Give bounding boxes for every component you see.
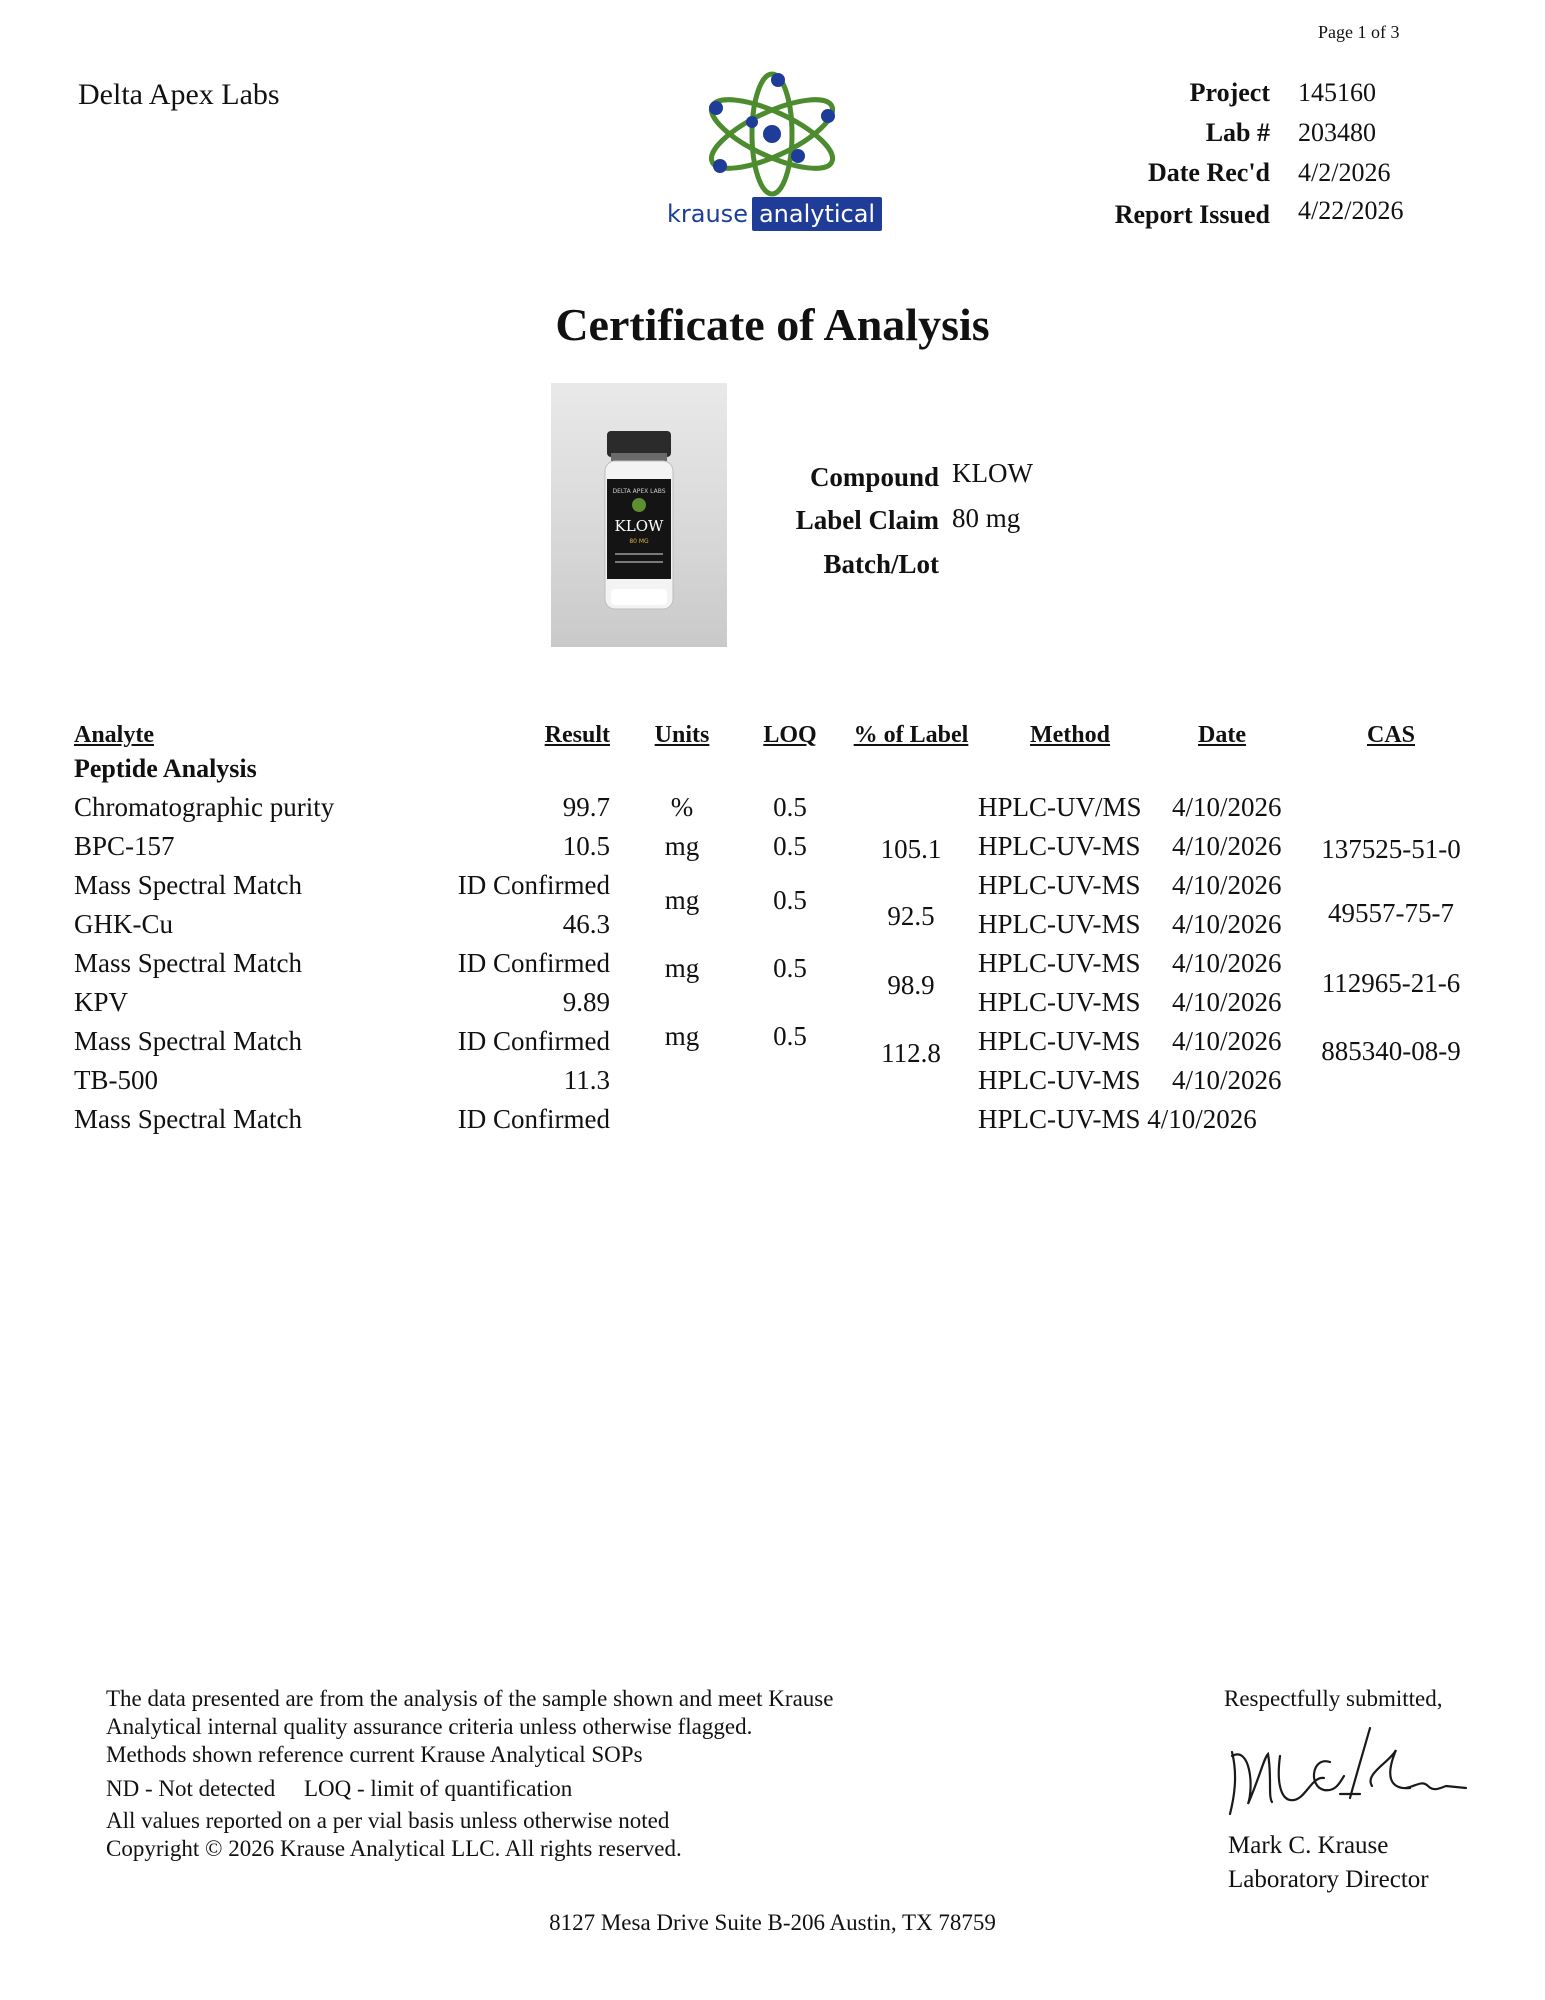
pct-label-cell: 92.5 xyxy=(887,901,935,931)
loq-cell: 0.5 xyxy=(773,953,807,983)
section-title: Peptide Analysis xyxy=(74,754,257,783)
row-analyte: Mass Spectral Match xyxy=(74,948,302,978)
row-result: ID Confirmed xyxy=(457,1104,610,1134)
logo-brand-box: analytical xyxy=(752,197,882,231)
krause-analytical-logo xyxy=(660,68,892,238)
row-analyte: KPV xyxy=(74,987,129,1017)
vial-name-text: KLOW xyxy=(614,517,664,535)
units-cell: mg xyxy=(664,885,700,915)
lab-number-value: 203480 xyxy=(1298,118,1376,147)
header-result: Result xyxy=(544,722,610,748)
row-method: HPLC-UV-MS xyxy=(978,1026,1141,1056)
pct-label-cell: 98.9 xyxy=(887,970,935,1000)
row-analyte: Mass Spectral Match xyxy=(74,870,302,900)
cas-cell: 137525-51-0 xyxy=(1321,834,1461,864)
pct-label-cell: 112.8 xyxy=(881,1038,941,1068)
units-cell: mg xyxy=(664,831,700,861)
cas-cell: 49557-75-7 xyxy=(1328,898,1454,928)
units-cell: % xyxy=(670,792,694,822)
row-result: 9.89 xyxy=(562,987,610,1017)
signer-title: Laboratory Director xyxy=(1228,1866,1429,1893)
row-method: HPLC-UV-MS 4/10/2026 xyxy=(978,1104,1257,1134)
date-received-label: Date Rec'd xyxy=(1147,158,1270,187)
row-analyte: GHK-Cu xyxy=(74,909,173,939)
atom-icon xyxy=(660,68,892,198)
header-analyte: Analyte xyxy=(74,722,154,748)
row-result: ID Confirmed xyxy=(457,870,610,900)
header-date: Date xyxy=(1198,722,1246,748)
row-date: 4/10/2026 xyxy=(1172,792,1282,822)
header-pct-label: % of Label xyxy=(853,722,969,748)
vial-dose-text: 80 MG xyxy=(629,538,649,545)
loq-cell: 0.5 xyxy=(773,831,807,861)
row-method: HPLC-UV-MS xyxy=(978,1065,1141,1095)
report-issued-value: 4/22/2026 xyxy=(1298,196,1404,225)
cas-cell: 112965-21-6 xyxy=(1321,968,1461,998)
row-result: 46.3 xyxy=(562,909,610,939)
loq-cell: 0.5 xyxy=(773,792,807,822)
loq-cell: 0.5 xyxy=(773,1021,807,1051)
batch-lot-label: Batch/Lot xyxy=(823,549,939,579)
header-cas: CAS xyxy=(1366,722,1415,748)
row-date: 4/10/2026 xyxy=(1172,831,1282,861)
copyright: Copyright © 2026 Krause Analytical LLC. All rights reserved. xyxy=(106,1836,682,1861)
row-result: ID Confirmed xyxy=(457,948,610,978)
row-date: 4/10/2026 xyxy=(1172,1026,1282,1056)
row-method: HPLC-UV-MS xyxy=(978,948,1141,978)
row-analyte: Chromatographic purity xyxy=(74,792,335,822)
pct-label-cell: 105.1 xyxy=(880,834,942,864)
row-date: 4/10/2026 xyxy=(1172,1065,1282,1095)
compound-value: KLOW xyxy=(952,458,1033,488)
vial-brand-text: DELTA APEX LABS xyxy=(612,488,666,495)
submitted-text: Respectfully submitted, xyxy=(1224,1686,1443,1711)
lab-address: 8127 Mesa Drive Suite B-206 Austin, TX 78759 xyxy=(549,1910,996,1935)
row-analyte: Mass Spectral Match xyxy=(74,1026,302,1056)
lab-number-label: Lab # xyxy=(1205,118,1270,147)
row-date: 4/10/2026 xyxy=(1172,909,1282,939)
row-method: HPLC-UV-MS xyxy=(978,831,1141,861)
footer-note: The data presented are from the analysis of the sample shown and meet Krause xyxy=(106,1686,834,1711)
row-result: 10.5 xyxy=(562,831,610,861)
header-method: Method xyxy=(1030,722,1110,748)
footer-note: Analytical internal quality assurance criteria unless otherwise flagged. xyxy=(106,1714,753,1739)
row-method: HPLC-UV-MS xyxy=(978,987,1141,1017)
row-analyte: BPC-157 xyxy=(74,831,175,861)
row-date: 4/10/2026 xyxy=(1172,987,1282,1017)
row-method: HPLC-UV-MS xyxy=(978,909,1141,939)
page-title: Certificate of Analysis xyxy=(555,299,990,350)
footer-note: ND - Not detected LOQ - limit of quantification xyxy=(106,1776,573,1801)
row-analyte: Mass Spectral Match xyxy=(74,1104,302,1134)
row-result: ID Confirmed xyxy=(457,1026,610,1056)
logo-wordmark xyxy=(667,197,882,231)
row-method: HPLC-UV-MS xyxy=(978,870,1141,900)
compound-label: Compound xyxy=(809,462,939,492)
loq-cell: 0.5 xyxy=(773,885,807,915)
row-method: HPLC-UV/MS xyxy=(978,792,1142,822)
header-loq: LOQ xyxy=(763,722,817,748)
project-value: 145160 xyxy=(1298,78,1376,107)
signature-image xyxy=(1220,1716,1470,1826)
header-units: Units xyxy=(654,722,710,748)
row-result: 11.3 xyxy=(563,1065,610,1095)
label-claim-value: 80 mg xyxy=(952,503,1021,533)
row-analyte: TB-500 xyxy=(74,1065,158,1095)
units-cell: mg xyxy=(664,1021,700,1051)
signer-name: Mark C. Krause xyxy=(1228,1832,1389,1859)
row-result: 99.7 xyxy=(562,792,610,822)
report-issued-label: Report Issued xyxy=(1114,200,1270,229)
row-date: 4/10/2026 xyxy=(1172,948,1282,978)
project-label: Project xyxy=(1189,78,1270,107)
footer-note: All values reported on a per vial basis unless otherwise noted xyxy=(106,1808,670,1833)
footer-note: Methods shown reference current Krause Analytical SOPs xyxy=(106,1742,643,1767)
logo-brand-text: krause xyxy=(667,200,748,228)
page-number: Page 1 of 3 xyxy=(1318,22,1400,42)
row-date: 4/10/2026 xyxy=(1172,870,1282,900)
date-received-value: 4/2/2026 xyxy=(1298,158,1391,187)
label-claim-label: Label Claim xyxy=(795,505,939,535)
cas-cell: 885340-08-9 xyxy=(1321,1036,1461,1066)
units-cell: mg xyxy=(664,953,700,983)
client-name: Delta Apex Labs xyxy=(78,78,280,111)
